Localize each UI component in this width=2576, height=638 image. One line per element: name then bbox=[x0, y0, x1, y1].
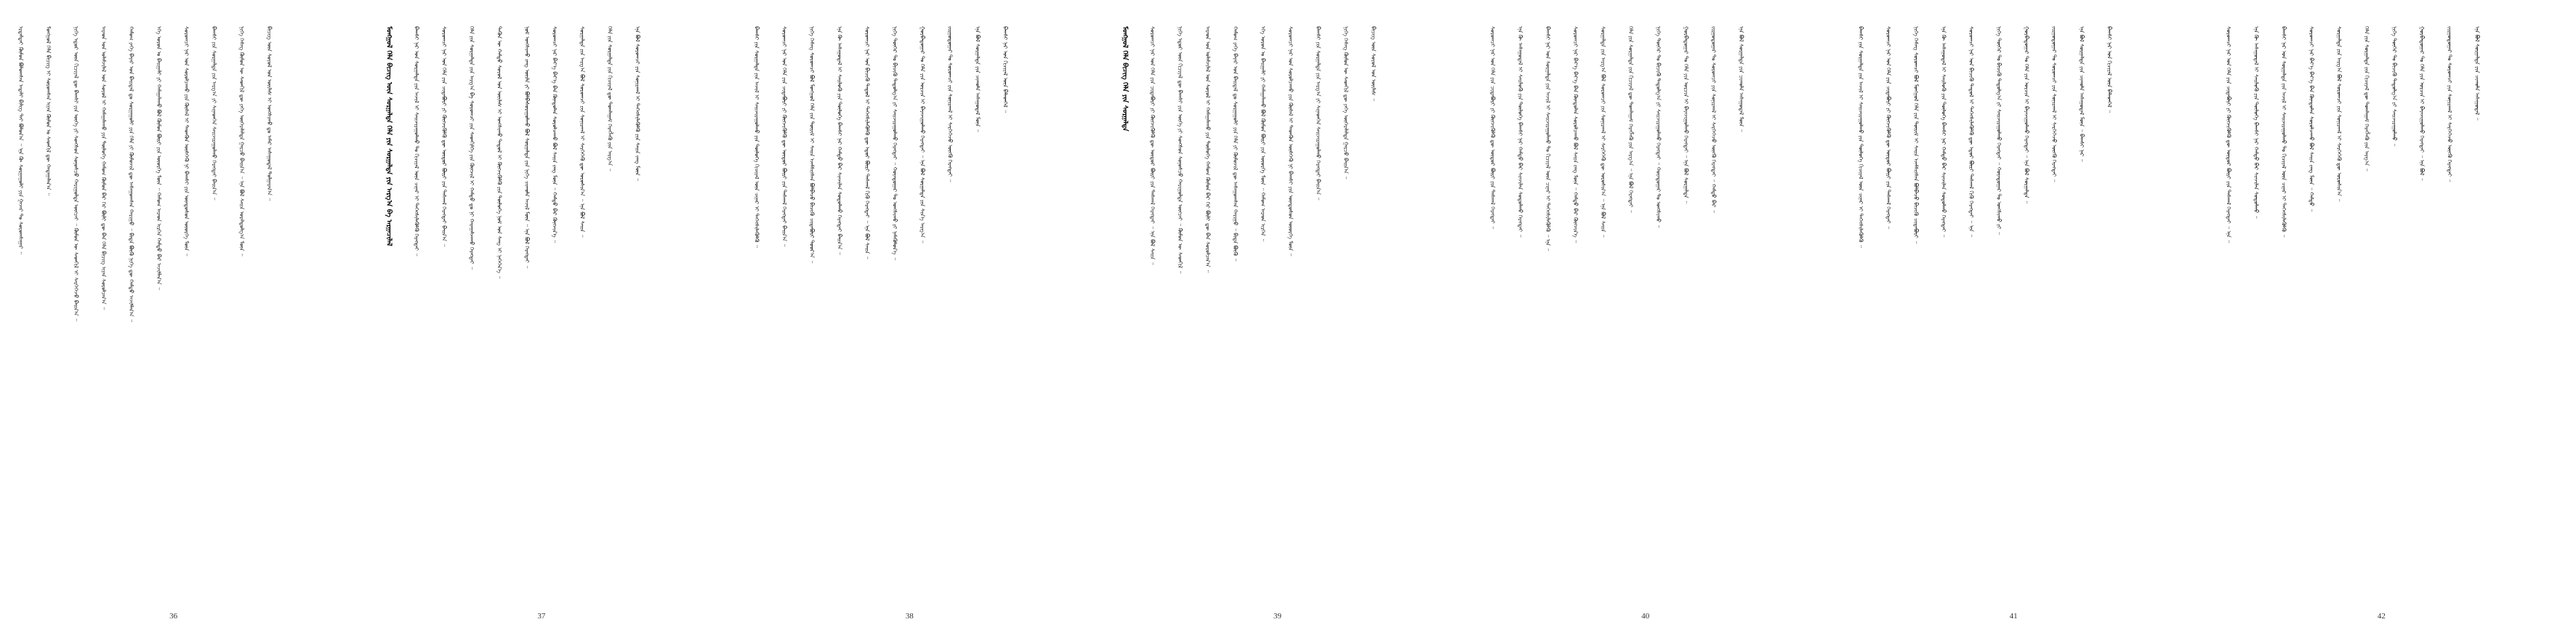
text-column: ᠵᠢᠷᠭᠤᠳᠤᠭᠠᠷ ᠲᠤ ᠰᠤᠷᠤᠭᠴᠢ ᠶᠢᠨ ᠰᠣᠨᠢᠷᠬᠠᠯ ᠢ ᠰᠡᠷᠭᠡᠭᠡᠵᠦ ᠥᠭᠬᠦ ᠬᠡᠷᠡᠭᠲᠡᠢ ᠃ ᠬᠠᠮᠲᠤ ᠪᠠᠷ ᠃ bbox=[1710, 26, 1718, 213]
document-page bbox=[368, 0, 736, 638]
text-column: ᠰᠤᠷᠤᠭᠴᠢ ᠨᠠᠷ ᠤᠨ ᠬᠡᠯᠡ ᠶᠢᠨ ᠴᠢᠳᠠᠪᠤᠷᠢ ᠶᠢ ᠬᠥᠭᠵᠢᠭᠦᠯᠬᠦ ᠳᠦ ᠥᠳᠥᠷ ᠪᠦᠷᠢ ᠶᠢᠨ ᠳᠠᠰᠬᠠᠯ ᠬᠡᠷᠡᠭᠲᠡᠢ ᠃ bbox=[1885, 26, 1892, 230]
page-number: 37 bbox=[537, 612, 546, 621]
text-column: ᠬᠡᠯᠡ ᠶᠢᠨ ᠰᠤᠷᠭᠠᠯᠲᠠ ᠶᠢᠨ ᠠᠷᠭ᠎ᠠ ᠪᠠ ᠰᠤᠷᠤᠭᠴᠢ ᠶᠢᠨ ᠰᠡᠳᠬᠢᠯᠭᠡ ᠶᠢᠨ ᠬᠥᠭᠵᠢᠯ ᠢ ᠬᠠᠮᠲᠤ ᠳᠤ ᠨᠢ ᠬᠠᠷᠠᠭᠠᠯᠵᠠᠬᠤ ᠬᠡᠷᠡᠭᠲᠡᠢ ᠃ bbox=[468, 26, 475, 270]
text-column: ᠰᠤᠷᠭᠠᠯᠲᠠ ᠶᠢᠨ ᠠᠷᠭ᠎ᠠ ᠪᠣᠯ ᠰᠤᠷᠤᠭᠴᠢ ᠶᠢᠨ ᠰᠣᠨᠢᠷᠬᠠᠯ ᠢ ᠰᠡᠷᠭᠡᠭᠡᠬᠦ ᠳᠦ ᠣᠷᠣᠰᠢᠨ᠎ᠠ ᠃ bbox=[2335, 26, 2343, 202]
text-column: ᠵᠢᠷᠭᠤᠳᠤᠭᠠᠷ ᠲᠤ ᠰᠤᠷᠤᠭᠴᠢ ᠶᠢᠨ ᠰᠣᠨᠢᠷᠬᠠᠯ ᠢ ᠰᠡᠷᠭᠡᠭᠡᠵᠦ ᠥᠭᠬᠦ ᠬᠡᠷᠡᠭᠲᠡᠢ ᠃ bbox=[2050, 26, 2058, 182]
text-column: ᠠᠷᠠᠳ ᠤᠨ ᠤᠯᠠᠮᠵᠢᠯᠠᠯ ᠤᠨ ᠰᠣᠶᠣᠯ ᠢ ᠬᠠᠮᠠᠭᠠᠯᠠᠬᠤ ᠶᠢᠨ ᠲᠥᠯᠥᠭᠡ ᠬᠠᠮᠤᠭ ᠬᠦᠮᠦᠨ ᠪᠠᠷ ᠭᠡᠷ ᠪᠦᠯᠢ ᠳᠦ ᠪᠡᠨ ᠰᠤᠷᠤᠯᠴᠠᠨ᠎ᠠ ᠃ bbox=[1204, 26, 1211, 272]
text-column: ᠡᠨᠡ ᠬᠦ ᠠᠰᠠᠭᠤᠳᠠᠯ ᠢ ᠰᠡᠢᠯᠦᠬᠦ ᠶᠢᠨ ᠲᠥᠯᠥᠭᠡ ᠪᠠᠭᠰᠢ ᠨᠠᠷ ᠬᠠᠮᠲᠤ ᠪᠠᠷ ᠰᠢᠨᠵᠢᠯᠡᠨ ᠰᠤᠳᠤᠯᠬᠤ ᠬᠡᠷᠡᠭᠲᠡᠢ ᠃ bbox=[1517, 26, 1524, 238]
text-column: ᠨᠢᠭᠡ ᠬᠡᠰᠡᠭ ᠬᠦᠮᠦᠨ ᠦ ᠰᠡᠳᠬᠢᠯ ᠳᠦ ᠶᠡᠬᠡ ᠥᠭᠡᠷᠡᠯᠡᠯᠲᠡ ᠭᠠᠷᠴᠤ ᠪᠠᠢᠨ᠎ᠠ ᠃ bbox=[1342, 26, 1349, 179]
text-column: ᠬᠠᠮᠤᠭ ᠶᠡᠬᠡ ᠪᠠᠶᠠᠷ ᠤᠨ ᠪᠠᠢᠳᠠᠯ ᠳᠤ ᠰᠤᠷᠭᠠᠭᠤᠯᠢ ᠶᠢᠨ ᠬᠡᠯᠡ ᠶᠢ ᠬᠦᠮᠦᠵᠢᠯ ᠳᠦ ᠠᠰᠠᠭᠤᠭᠰᠠᠨ ᠬᠠᠷᠢᠭᠤ ᠃ ᠪᠢᠳᠡ ᠪᠦᠬᠦ ᠃ bbox=[1231, 26, 1239, 262]
text-column: ᠠᠷᠠᠳ ᠤᠨ ᠤᠯᠠᠮᠵᠢᠯᠠᠯ ᠤᠨ ᠰᠣᠶᠣᠯ ᠢ ᠬᠠᠮᠠᠭᠠᠯᠠᠬᠤ ᠶᠢᠨ ᠲᠥᠯᠥᠭᠡ ᠬᠠᠮᠤᠭ ᠬᠦᠮᠦᠨ ᠪᠠᠷ ᠭᠡᠷ ᠪᠦᠯᠢ ᠳᠦ ᠪᠡᠨ ᠬᠡᠯᠡ ᠪᠢᠴᠢᠭ᠌ ᠢᠶᠡᠨ ᠰᠤᠷᠤᠯᠴᠠᠨ᠎ᠠ ᠃ bbox=[100, 26, 107, 310]
text-column: ᠲᠡᠭᠦᠨ ᠦ ᠬᠠᠮᠲᠤ ᠰᠣᠶᠣᠯ ᠤᠨ ᠦᠢᠯᠡᠰ ᠢ ᠤᠩᠰᠢᠬᠤ ᠳᠠᠳᠤᠯ ᠢ ᠬᠥᠭᠵᠢᠭᠦᠯᠬᠦ ᠶᠢᠨ ᠲᠥᠯᠥᠭᠡ ᠨᠣᠮ ᠤᠨ ᠰᠠᠩ ᠢ ᠨᠡᠭᠡᠭᠡᠨ᠎ᠡ ᠃ bbox=[496, 26, 503, 279]
text-column: ᠰᠤᠷᠤᠭᠴᠢ ᠨᠠᠷ ᠤᠨ ᠬᠡᠯᠡ ᠶᠢᠨ ᠴᠢᠳᠠᠪᠤᠷᠢ ᠶᠢ ᠬᠥᠭᠵᠢᠭᠦᠯᠬᠦ ᠳᠦ ᠥᠳᠥᠷ ᠪᠦᠷᠢ ᠶᠢᠨ ᠳᠠᠰᠬᠠᠯ ᠬᠡᠷᠡᠭᠲᠡᠢ ᠃ ᠡᠨᠡ ᠃ bbox=[2225, 26, 2232, 243]
text-column: ᠡᠨᠡ ᠪᠣᠯ ᠰᠤᠷᠭᠠᠯᠲᠠ ᠶᠢᠨ ᠴᠢᠬᠤᠯᠠ ᠠᠰᠠᠭᠤᠳᠠᠯ ᠃ bbox=[2474, 26, 2481, 121]
text-column: ᠰᠤᠷᠤᠭᠴᠢ ᠨᠠᠷ ᠤᠨ ᠬᠡᠯᠡ ᠶᠢᠨ ᠴᠢᠳᠠᠪᠤᠷᠢ ᠶᠢ ᠬᠥᠭᠵᠢᠭᠦᠯᠬᠦ ᠳᠦ ᠥᠳᠥᠷ ᠪᠦᠷᠢ ᠶᠢᠨ ᠳᠠᠰᠬᠠᠯ ᠬᠡᠷᠡᠭᠲᠡᠢ ᠪᠠᠢᠨ᠎ᠠ ᠃ bbox=[781, 26, 788, 247]
text-column: ᠡᠬᠡ ᠣᠷᠣᠨ ᠤ ᠪᠠᠢᠭᠠᠯᠢ ᠶᠢ ᠬᠠᠮᠠᠭᠠᠯᠠᠬᠤ ᠪᠣᠯ ᠬᠦᠮᠦᠨ ᠪᠦᠷᠢ ᠶᠢᠨ ᠦᠦᠷᠭᠡ ᠮᠥᠨ ᠃ ᠬᠠᠮᠤᠭ ᠠᠷᠠᠳ ᠢᠷᠭᠡᠨ ᠬᠠᠮᠲᠤ ᠪᠠᠷ ᠠᠵᠢᠯᠯᠠᠨ᠎ᠠ ᠃ bbox=[156, 26, 162, 291]
text-column: ᠨᠢᠭᠡ ᠳᠦᠭᠡᠷ ᠲᠤ ᠪᠢᠴᠢᠬᠦ ᠳᠠᠳᠤᠯᠭ᠎ᠠ ᠶᠢ ᠰᠠᠢᠵᠢᠷᠠᠭᠤᠯᠬᠤ ᠬᠡᠷᠡᠭᠲᠡᠢ ᠃ ᠬᠣᠶᠠᠳᠤᠭᠠᠷ ᠲᠤ ᠤᠩᠰᠢᠬᠤ ᠃ bbox=[1655, 26, 1662, 228]
text-column: ᠨᠢᠭᠡ ᠬᠡᠰᠡᠭ ᠰᠤᠷᠤᠭᠴᠢ ᠪᠣᠯ ᠮᠣᠩᠭᠣᠯ ᠬᠡᠯᠡ ᠶᠢᠨ ᠳᠦᠷᠢᠮ ᠢ ᠰᠠᠢᠨ ᠡᠵᠡᠮᠰᠢᠭᠰᠡᠨ ᠪᠣᠯᠪᠠᠴᠤ ᠪᠢᠴᠢᠬᠦ ᠴᠢᠳᠠᠪᠤᠷᠢ ᠳᠣᠣᠷ᠎ᠠ ᠃ bbox=[808, 26, 816, 264]
text-column: ᠪᠠᠭᠰᠢ ᠨᠠᠷ ᠤᠨ ᠬᠢᠴᠢᠶᠡᠯ ᠦᠨ ᠪᠡᠯᠡᠳᠭᠡᠯ ᠃ bbox=[2106, 26, 2113, 113]
text-column: ᠰᠤᠷᠭᠠᠯᠲᠠ ᠶᠢᠨ ᠠᠷᠭ᠎ᠠ ᠪᠣᠯ ᠰᠤᠷᠤᠭᠴᠢ ᠶᠢᠨ ᠰᠣᠨᠢᠷᠬᠠᠯ ᠢ ᠰᠡᠷᠭᠡᠭᠡᠬᠦ ᠳᠦ ᠣᠷᠣᠰᠢᠨ᠎ᠠ ᠃ ᠡᠨᠡ ᠪᠣᠯ ᠰᠠᠢᠨ ᠃ bbox=[1600, 26, 1607, 238]
text-column: ᠨᠢᠭᠡ ᠳᠦᠭᠡᠷ ᠲᠤ ᠪᠢᠴᠢᠬᠦ ᠳᠠᠳᠤᠯᠭ᠎ᠠ ᠶᠢ ᠰᠠᠢᠵᠢᠷᠠᠭᠤᠯᠬᠤ ᠃ bbox=[2391, 26, 2398, 147]
text-column: ᠡᠨᠡ ᠪᠣᠯ ᠰᠤᠷᠭᠠᠯᠲᠠ ᠶᠢᠨ ᠴᠢᠬᠤᠯᠠ ᠠᠰᠠᠭᠤᠳᠠᠯ ᠮᠥᠨ ᠃ bbox=[1738, 26, 1745, 132]
text-column: ᠨᠢᠭᠡ ᠳᠦᠭᠡᠷ ᠲᠤ ᠪᠢᠴᠢᠬᠦ ᠳᠠᠳᠤᠯᠭ᠎ᠠ ᠶᠢ ᠰᠠᠢᠵᠢᠷᠠᠭᠤᠯᠬᠤ ᠬᠡᠷᠡᠭᠲᠡᠢ ᠃ ᠬᠣᠶᠠᠳᠤᠭᠠᠷ ᠲᠤ ᠤᠩᠰᠢᠬᠤ ᠶᠢ ᠃ bbox=[1995, 26, 2003, 235]
section-heading-column: ᠮᠣᠩᠭᠣᠯ ᠬᠡᠯᠡ ᠪᠢᠴᠢᠭ᠌ ᠬᠡᠯᠡ ᠶᠢᠨ ᠰᠤᠷᠭᠠᠯᠲᠠ bbox=[1120, 26, 1129, 132]
text-column: ᠪᠠᠭᠰᠢ ᠨᠠᠷ ᠤᠨ ᠬᠢᠴᠢᠶᠡᠯ ᠦᠨ ᠪᠡᠯᠡᠳᠭᠡᠯ ᠃ bbox=[1002, 26, 1009, 113]
text-column: ᠨᠢᠭᠡ ᠡᠳᠦᠷ ᠦᠨ ᠬᠢᠴᠢᠶᠡᠯ ᠳᠦ ᠪᠠᠭᠰᠢ ᠶᠢᠨ ᠦᠭᠡ ᠶᠢ ᠰᠣᠩᠰᠣᠨ ᠰᠣᠨᠣᠰᠴᠤ ᠬᠠᠷᠢᠭᠤᠯᠲᠠ ᠥᠭᠴᠡᠢ ᠃ ᠬᠦᠮᠦᠨ ᠦ ᠰᠡᠳᠬᠢᠯ ᠃ bbox=[1176, 26, 1183, 274]
text-column: ᠰᠤᠷᠤᠭᠴᠢ ᠨᠠᠷ ᠪᠡᠶ᠎ᠡ ᠪᠡᠶ᠎ᠡ ᠪᠡᠨ ᠬᠦᠨᠳᠦᠯᠡᠨ ᠰᠤᠷᠤᠯᠴᠠᠬᠤ ᠪᠣᠯ ᠰᠠᠢᠨ ᠵᠠᠩ ᠮᠥᠨ ᠃ ᠬᠠᠮᠲᠤ ᠪᠠᠷ ᠬᠥᠭᠵᠢᠨ᠎ᠡ ᠃ bbox=[1572, 26, 1579, 243]
text-column: ᠰᠤᠷᠤᠭᠴᠢ ᠨᠠᠷ ᠤᠨ ᠰᠤᠷᠤᠯᠴᠠᠬᠤ ᠶᠢᠨ ᠬᠦᠰᠡᠯ ᠢ ᠲᠡᠳᠭᠦᠨ ᠥᠰᠬᠡᠬᠦ ᠨᠢ ᠪᠠᠭᠰᠢ ᠶᠢᠨ ᠦᠨᠳᠦᠰᠦᠨ ᠦᠦᠷᠭᠡ ᠮᠥᠨ ᠃ bbox=[1287, 26, 1294, 257]
text-column: ᠪᠠᠭᠰᠢ ᠨᠠᠷ ᠤᠨ ᠰᠤᠷᠭᠠᠯᠲᠠ ᠶᠢᠨ ᠠᠵᠢᠯ ᠢ ᠰᠠᠢᠵᠢᠷᠠᠭᠤᠯᠬᠤ ᠲᠤ ᠬᠢᠴᠢᠶᠡᠯ ᠦᠨ ᠴᠢᠨᠠᠷ ᠢ ᠳᠡᠭᠡᠭᠰᠢᠯᠡᠭᠦᠯᠬᠦ ᠃ bbox=[2280, 26, 2287, 238]
page-number: 39 bbox=[1273, 612, 1281, 621]
text-column: ᠭᠤᠷᠪᠠᠳᠤᠭᠠᠷ ᠲᠤ ᠬᠡᠯᠡ ᠶᠢᠨ ᠣᠷᠴᠢᠨ ᠢ ᠪᠠᠶᠠᠵᠢᠭᠤᠯᠬᠤ ᠬᠡᠷᠡᠭᠲᠡᠢ ᠃ ᠡᠨᠡ ᠪᠣᠯ ᠰᠤᠷᠭᠠᠯᠲᠠ ᠃ bbox=[1683, 26, 1690, 203]
text-column: ᠡᠨᠡ ᠬᠦ ᠠᠰᠠᠭᠤᠳᠠᠯ ᠢ ᠰᠡᠢᠯᠦᠬᠦ ᠶᠢᠨ ᠲᠥᠯᠥᠭᠡ ᠪᠠᠭᠰᠢ ᠨᠠᠷ ᠬᠠᠮᠲᠤ ᠪᠠᠷ ᠰᠢᠨᠵᠢᠯᠡᠨ ᠰᠤᠳᠤᠯᠬᠤ ᠃ bbox=[2253, 26, 2260, 219]
page-number: 41 bbox=[2009, 612, 2018, 621]
text-column: ᠡᠨᠡ ᠪᠣᠯ ᠰᠤᠷᠭᠠᠯᠲᠠ ᠶᠢᠨ ᠴᠢᠬᠤᠯᠠ ᠠᠰᠠᠭᠤᠳᠠᠯ ᠮᠥᠨ ᠃ bbox=[974, 26, 981, 132]
page-number: 42 bbox=[2377, 612, 2386, 621]
text-column: ᠡᠨᠡ ᠬᠦ ᠠᠰᠠᠭᠤᠳᠠᠯ ᠢ ᠰᠡᠢᠯᠦᠬᠦ ᠶᠢᠨ ᠲᠥᠯᠥᠭᠡ ᠪᠠᠭᠰᠢ ᠨᠠᠷ ᠬᠠᠮᠲᠤ ᠪᠠᠷ ᠰᠢᠨᠵᠢᠯᠡᠨ ᠰᠤᠳᠤᠯᠬᠤ ᠬᠡᠷᠡᠭᠲᠡᠢ ᠪᠠᠢᠨ᠎ᠠ ᠃ bbox=[836, 26, 843, 255]
text-column: ᠡᠨᠡ ᠬᠦ ᠠᠰᠠᠭᠤᠳᠠᠯ ᠢ ᠰᠡᠢᠯᠦᠬᠦ ᠶᠢᠨ ᠲᠥᠯᠥᠭᠡ ᠪᠠᠭᠰᠢ ᠨᠠᠷ ᠬᠠᠮᠲᠤ ᠪᠠᠷ ᠰᠢᠨᠵᠢᠯᠡᠨ ᠰᠤᠳᠤᠯᠬᠤ ᠬᠡᠷᠡᠭᠲᠡᠢ ᠃ bbox=[1940, 26, 1947, 238]
text-column: ᠵᠢᠷᠭᠤᠳᠤᠭᠠᠷ ᠲᠤ ᠰᠤᠷᠤᠭᠴᠢ ᠶᠢᠨ ᠰᠣᠨᠢᠷᠬᠠᠯ ᠢ ᠰᠡᠷᠭᠡᠭᠡᠵᠦ ᠥᠭᠬᠦ ᠬᠡᠷᠡᠭᠲᠡᠢ ᠃ bbox=[946, 26, 954, 182]
text-column: ᠡᠷᠳᠡᠮᠲᠡᠢ ᠬᠦᠮᠦᠨ ᠪᠣᠯᠤᠭᠰᠠᠨ ᠠᠳᠠᠯᠢ ᠪᠢᠯᠢᠭ ᠲᠠᠢ ᠪᠣᠯᠤᠨ᠎ᠠ ᠃ ᠡᠨᠡ ᠬᠦ ᠰᠤᠷᠭᠠᠭᠤᠯᠢ ᠶᠢᠨ ᠭᠠᠵᠠᠷ ᠲᠤ ᠰᠤᠷᠤᠭᠰᠠᠭᠠᠷ ᠃ bbox=[17, 26, 24, 254]
text-column: ᠰᠤᠷᠤᠭᠴᠢ ᠨᠠᠷ ᠪᠡᠶ᠎ᠡ ᠪᠡᠶ᠎ᠡ ᠪᠡᠨ ᠬᠦᠨᠳᠦᠯᠡᠨ ᠰᠤᠷᠤᠯᠴᠠᠬᠤ ᠪᠣᠯ ᠰᠠᠢᠨ ᠵᠠᠩ ᠮᠥᠨ ᠃ ᠬᠠᠮᠲᠤ ᠪᠠᠷ ᠬᠥᠭᠵᠢᠨ᠎ᠡ ᠃ bbox=[551, 26, 558, 243]
text-column: ᠪᠠᠭᠰᠢ ᠶᠢᠨ ᠰᠤᠷᠭᠠᠯᠲᠠ ᠶᠢᠨ ᠠᠷᠭ᠎ᠠ ᠶᠢ ᠰᠢᠨᠡᠳᠭᠡᠨ ᠰᠠᠢᠵᠢᠷᠠᠭᠤᠯᠬᠤ ᠬᠡᠷᠡᠭᠲᠡᠢ ᠪᠠᠢᠨ᠎ᠠ ᠃ bbox=[1314, 26, 1321, 201]
document-page bbox=[2208, 0, 2576, 638]
document-page bbox=[1840, 0, 2207, 638]
text-column: ᠰᠤᠷᠭᠠᠯᠲᠠ ᠶᠢᠨ ᠠᠷᠭ᠎ᠠ ᠪᠣᠯ ᠰᠤᠷᠤᠭᠴᠢ ᠶᠢᠨ ᠰᠣᠨᠢᠷᠬᠠᠯ ᠢ ᠰᠡᠷᠭᠡᠭᠡᠬᠦ ᠳᠦ ᠣᠷᠣᠰᠢᠨ᠎ᠠ ᠃ ᠡᠨᠡ ᠪᠣᠯ ᠰᠠᠢᠨ ᠃ bbox=[579, 26, 586, 238]
text-column: ᠰᠤᠷᠤᠭᠴᠢ ᠨᠠᠷ ᠤᠨ ᠪᠢᠴᠢᠬᠦ ᠳᠠᠳᠤᠯ ᠢ ᠳᠡᠭᠡᠭᠰᠢᠯᠡᠭᠦᠯᠬᠦ ᠳᠦ ᠡᠳᠦᠷ ᠪᠦᠷᠢ ᠳᠠᠰᠬᠠᠯ ᠬᠢᠬᠦ ᠬᠡᠷᠡᠭᠲᠡᠢ ᠃ ᠡᠨᠡ ᠪᠣᠯ ᠰᠠᠢᠨ ᠃ bbox=[864, 26, 871, 259]
document-page bbox=[1104, 0, 1472, 638]
text-column: ᠰᠤᠷᠤᠭᠴᠢ ᠨᠠᠷ ᠤᠨ ᠬᠡᠯᠡ ᠶᠢᠨ ᠴᠢᠳᠠᠪᠤᠷᠢ ᠶᠢ ᠬᠥᠭᠵᠢᠭᠦᠯᠬᠦ ᠳᠦ ᠥᠳᠥᠷ ᠪᠦᠷᠢ ᠶᠢᠨ ᠳᠠᠰᠬᠠᠯ ᠬᠡᠷᠡᠭᠲᠡᠢ ᠪᠠᠢᠨ᠎ᠠ ᠃ bbox=[440, 26, 448, 247]
text-column: ᠪᠢᠴᠢᠭ᠌ ᠦᠨ ᠰᠣᠶᠣᠯ ᠤᠨ ᠦᠢᠯᠡᠰ ᠃ bbox=[1369, 26, 1377, 101]
text-column: ᠨᠢᠭᠡ ᠳᠦᠭᠡᠷ ᠲᠤ ᠪᠢᠴᠢᠬᠦ ᠳᠠᠳᠤᠯᠭ᠎ᠠ ᠶᠢ ᠰᠠᠢᠵᠢᠷᠠᠭᠤᠯᠬᠤ ᠬᠡᠷᠡᠭᠲᠡᠢ ᠃ ᠬᠣᠶᠠᠳᠤᠭᠠᠷ ᠲᠤ ᠤᠩᠰᠢᠬᠤ ᠶᠢ ᠨᠡᠮᠡᠭᠦᠯᠦᠨ᠎ᠡ ᠃ bbox=[891, 26, 898, 260]
text-column: ᠬᠡᠯᠡ ᠶᠢᠨ ᠰᠤᠷᠭᠠᠯᠲᠠ ᠶᠢᠨ ᠬᠢᠴᠢᠶᠡᠯ ᠳᠦ ᠲᠣᠭᠯᠠᠭᠠᠮ ᠬᠡᠷᠡᠭᠯᠡᠬᠦ ᠶᠢᠨ ᠠᠷᠭ᠎ᠠ ᠃ ᠡᠨᠡ ᠪᠣᠯ ᠬᠡᠷᠡᠭᠲᠡᠢ ᠃ bbox=[1627, 26, 1635, 213]
text-column: ᠬᠡᠯᠡ ᠶᠢᠨ ᠰᠤᠷᠭᠠᠯᠲᠠ ᠶᠢᠨ ᠬᠢᠴᠢᠶᠡᠯ ᠳᠦ ᠲᠣᠭᠯᠠᠭᠠᠮ ᠬᠡᠷᠡᠭᠯᠡᠬᠦ ᠶᠢᠨ ᠠᠷᠭ᠎ᠠ ᠃ bbox=[606, 26, 613, 171]
text-column: ᠨᠣᠮ ᠤᠩᠰᠢᠬᠤ ᠵᠠᠩ ᠦᠢᠯᠡ ᠶᠢ ᠪᠣᠯᠪᠠᠰᠤᠷᠠᠭᠤᠯᠬᠤ ᠪᠣᠯ ᠰᠤᠷᠭᠠᠯᠲᠠ ᠶᠢᠨ ᠨᠢᠭᠡ ᠴᠢᠬᠤᠯᠠ ᠠᠵᠢᠯ ᠮᠥᠨ ᠃ ᠡᠨᠡ ᠪᠣᠯ ᠬᠡᠷᠡᠭᠲᠡᠢ ᠃ bbox=[523, 26, 531, 269]
text-column: ᠡᠨᠡ ᠪᠣᠯ ᠰᠤᠷᠤᠭᠴᠢ ᠶᠢᠨ ᠰᠣᠨᠢᠷᠬᠠᠯ ᠢ ᠳᠡᠭᠡᠭᠰᠢᠯᠡᠭᠦᠯᠬᠦ ᠶᠢᠨ ᠰᠠᠢᠨ ᠵᠠᠩ ᠮᠥᠨ ᠃ bbox=[634, 26, 641, 181]
text-column: ᠰᠤᠷᠤᠭᠴᠢ ᠨᠠᠷ ᠤᠨ ᠬᠡᠯᠡ ᠶᠢᠨ ᠴᠢᠳᠠᠪᠤᠷᠢ ᠶᠢ ᠬᠥᠭᠵᠢᠭᠦᠯᠬᠦ ᠳᠦ ᠥᠳᠥᠷ ᠪᠦᠷᠢ ᠶᠢᠨ ᠳᠠᠰᠬᠠᠯ ᠬᠡᠷᠡᠭᠲᠡᠢ ᠃ bbox=[1489, 26, 1497, 230]
text-column: ᠬᠡᠯᠡ ᠶᠢᠨ ᠰᠤᠷᠭᠠᠯᠲᠠ ᠶᠢᠨ ᠬᠢᠴᠢᠶᠡᠯ ᠳᠦ ᠲᠣᠭᠯᠠᠭᠠᠮ ᠬᠡᠷᠡᠭᠯᠡᠬᠦ ᠶᠢᠨ ᠠᠷᠭ᠎ᠠ ᠃ bbox=[2363, 26, 2370, 171]
text-column: ᠰᠤᠷᠤᠭᠴᠢ ᠨᠠᠷ ᠤᠨ ᠰᠤᠷᠤᠯᠴᠠᠬᠤ ᠶᠢᠨ ᠬᠦᠰᠡᠯ ᠢ ᠲᠡᠳᠭᠦᠨ ᠥᠰᠬᠡᠬᠦ ᠨᠢ ᠪᠠᠭᠰᠢ ᠶᠢᠨ ᠦᠨᠳᠦᠰᠦᠨ ᠦᠦᠷᠭᠡ ᠮᠥᠨ ᠃ bbox=[183, 26, 190, 257]
text-column: ᠪᠠᠭᠰᠢ ᠶᠢᠨ ᠰᠤᠷᠭᠠᠯᠲᠠ ᠶᠢᠨ ᠠᠷᠭ᠎ᠠ ᠶᠢ ᠰᠢᠨᠡᠳᠭᠡᠨ ᠰᠠᠢᠵᠢᠷᠠᠭᠤᠯᠬᠤ ᠬᠡᠷᠡᠭᠲᠡᠢ ᠪᠠᠢᠨ᠎ᠠ ᠃ bbox=[211, 26, 217, 201]
text-column: ᠨᠢᠭᠡ ᠬᠡᠰᠡᠭ ᠬᠦᠮᠦᠨ ᠦ ᠰᠡᠳᠬᠢᠯ ᠳᠦ ᠶᠡᠬᠡ ᠥᠭᠡᠷᠡᠯᠡᠯᠲᠡ ᠭᠠᠷᠴᠤ ᠪᠠᠢᠨ᠎ᠠ ᠃ ᠡᠨᠡ ᠪᠣᠯ ᠰᠠᠢᠨ ᠤᠷᠠᠯᠳᠤᠯᠭ᠎ᠠ ᠮᠥᠨ ᠃ bbox=[238, 26, 245, 257]
text-column: ᠨᠢᠭᠡ ᠡᠳᠦᠷ ᠦᠨ ᠬᠢᠴᠢᠶᠡᠯ ᠳᠦ ᠪᠠᠭᠰᠢ ᠶᠢᠨ ᠦᠭᠡ ᠶᠢ ᠰᠣᠩᠰᠣᠨ ᠰᠣᠨᠣᠰᠴᠤ ᠬᠠᠷᠢᠭᠤᠯᠲᠠ ᠥᠭᠴᠡᠢ ᠃ ᠬᠦᠮᠦᠨ ᠦ ᠰᠡᠳᠬᠢᠯ ᠢ ᠰᠡᠷᠭᠡᠭᠡᠵᠦ ᠪᠠᠢᠨ᠎ᠠ ᠃ bbox=[73, 26, 79, 322]
text-column: ᠨᠢᠭᠡ ᠬᠡᠰᠡᠭ ᠰᠤᠷᠤᠭᠴᠢ ᠪᠣᠯ ᠮᠣᠩᠭᠣᠯ ᠬᠡᠯᠡ ᠶᠢᠨ ᠳᠦᠷᠢᠮ ᠢ ᠰᠠᠢᠨ ᠡᠵᠡᠮᠰᠢᠭᠰᠡᠨ ᠪᠣᠯᠪᠠᠴᠤ ᠪᠢᠴᠢᠬᠦ ᠴᠢᠳᠠᠪᠤᠷᠢ ᠃ bbox=[1912, 26, 1920, 244]
text-column: ᠡᠬᠡ ᠣᠷᠣᠨ ᠤ ᠪᠠᠢᠭᠠᠯᠢ ᠶᠢ ᠬᠠᠮᠠᠭᠠᠯᠠᠬᠤ ᠪᠣᠯ ᠬᠦᠮᠦᠨ ᠪᠦᠷᠢ ᠶᠢᠨ ᠦᠦᠷᠭᠡ ᠮᠥᠨ ᠃ ᠬᠠᠮᠤᠭ ᠠᠷᠠᠳ ᠢᠷᠭᠡᠨ ᠃ bbox=[1259, 26, 1266, 242]
document-page bbox=[0, 0, 368, 638]
page-number: 40 bbox=[1641, 612, 1650, 621]
text-column: ᠭᠤᠷᠪᠠᠳᠤᠭᠠᠷ ᠲᠤ ᠬᠡᠯᠡ ᠶᠢᠨ ᠣᠷᠴᠢᠨ ᠢ ᠪᠠᠶᠠᠵᠢᠭᠤᠯᠬᠤ ᠬᠡᠷᠡᠭᠲᠡᠢ ᠃ ᠡᠨᠡ ᠪᠣᠯ ᠰᠤᠷᠭᠠᠯᠲᠠ ᠶᠢᠨ ᠰᠢᠨ᠎ᠡ ᠠᠷᠭ᠎ᠠ ᠃ bbox=[919, 26, 926, 243]
text-column: ᠭᠤᠷᠪᠠᠳᠤᠭᠠᠷ ᠲᠤ ᠬᠡᠯᠡ ᠶᠢᠨ ᠣᠷᠴᠢᠨ ᠢ ᠪᠠᠶᠠᠵᠢᠭᠤᠯᠬᠤ ᠬᠡᠷᠡᠭᠲᠡᠢ ᠃ ᠡᠨᠡ ᠪᠣᠯ ᠃ bbox=[2418, 26, 2426, 181]
page-number: 38 bbox=[905, 612, 914, 621]
text-column: ᠰᠤᠷᠤᠭᠴᠢ ᠨᠠᠷ ᠪᠡᠶ᠎ᠡ ᠪᠡᠶ᠎ᠡ ᠪᠡᠨ ᠬᠦᠨᠳᠦᠯᠡᠨ ᠰᠤᠷᠤᠯᠴᠠᠬᠤ ᠪᠣᠯ ᠰᠠᠢᠨ ᠵᠠᠩ ᠮᠥᠨ ᠃ ᠬᠠᠮᠲᠤ ᠃ bbox=[2308, 26, 2315, 212]
document-page bbox=[736, 0, 1104, 638]
text-column: ᠬᠠᠮᠤᠭ ᠶᠡᠬᠡ ᠪᠠᠶᠠᠷ ᠤᠨ ᠪᠠᠢᠳᠠᠯ ᠳᠤ ᠰᠤᠷᠭᠠᠭᠤᠯᠢ ᠶᠢᠨ ᠬᠡᠯᠡ ᠶᠢ ᠬᠦᠮᠦᠵᠢᠯ ᠳᠦ ᠠᠰᠠᠭᠤᠭᠰᠠᠨ ᠬᠠᠷᠢᠭᠤ ᠃ ᠪᠢᠳᠡ ᠪᠦᠬᠦ ᠨᠢᠭᠡ ᠳᠦ ᠬᠠᠮᠲᠤ ᠠᠵᠢᠯᠯᠠᠨ᠎ᠠ ᠃ bbox=[128, 26, 134, 323]
text-column: ᠪᠠᠭᠰᠢ ᠨᠠᠷ ᠤᠨ ᠰᠤᠷᠭᠠᠯᠲᠠ ᠶᠢᠨ ᠠᠵᠢᠯ ᠢ ᠰᠠᠢᠵᠢᠷᠠᠭᠤᠯᠬᠤ ᠲᠤ ᠬᠢᠴᠢᠶᠡᠯ ᠦᠨ ᠴᠢᠨᠠᠷ ᠢ ᠳᠡᠭᠡᠭᠰᠢᠯᠡᠭᠦᠯᠬᠦ ᠃ ᠡᠨᠡ ᠃ bbox=[1545, 26, 1552, 251]
text-column: ᠮᠣᠩᠭᠣᠯ ᠬᠡᠯᠡ ᠪᠢᠴᠢᠭ᠌ ᠢ ᠰᠤᠷᠤᠭᠰᠠᠨ ᠢᠶᠡᠨ ᠬᠦᠮᠦᠨ ᠤ ᠰᠡᠳᠬᠢᠯ ᠳᠦ ᠬᠠᠳᠠᠭᠠᠯᠠᠨ᠎ᠠ ᠃ bbox=[45, 26, 52, 195]
text-column: ᠪᠠᠭᠰᠢ ᠶᠢᠨ ᠰᠤᠷᠭᠠᠯᠲᠠ ᠶᠢᠨ ᠠᠵᠢᠯ ᠢ ᠰᠠᠢᠵᠢᠷᠠᠭᠤᠯᠬᠤ ᠶᠢᠨ ᠲᠥᠯᠥᠭᠡ ᠬᠢᠴᠢᠶᠡᠯ ᠦᠨ ᠴᠢᠨᠠᠷ ᠢ ᠳᠡᠭᠡᠭᠰᠢᠯᠡᠭᠦᠯᠬᠦ ᠃ bbox=[753, 26, 760, 248]
page-number: 36 bbox=[169, 612, 178, 621]
text-column: ᠰᠤᠷᠤᠭᠴᠢ ᠨᠠᠷ ᠤᠨ ᠪᠢᠴᠢᠬᠦ ᠳᠠᠳᠤᠯ ᠢ ᠳᠡᠭᠡᠭᠰᠢᠯᠡᠭᠦᠯᠬᠦ ᠳᠦ ᠡᠳᠦᠷ ᠪᠦᠷᠢ ᠳᠠᠰᠬᠠᠯ ᠬᠢᠬᠦ ᠬᠡᠷᠡᠭᠲᠡᠢ ᠃ ᠡᠨᠡ ᠃ bbox=[1968, 26, 1975, 238]
document-page bbox=[1472, 0, 1840, 638]
text-column: ᠪᠠᠭᠰᠢ ᠨᠠᠷ ᠤᠨ ᠰᠤᠷᠭᠠᠯᠲᠠ ᠶᠢᠨ ᠠᠵᠢᠯ ᠢ ᠰᠠᠢᠵᠢᠷᠠᠭᠤᠯᠬᠤ ᠲᠤ ᠬᠢᠴᠢᠶᠡᠯ ᠦᠨ ᠴᠢᠨᠠᠷ ᠢ ᠳᠡᠭᠡᠭᠰᠢᠯᠡᠭᠦᠯᠬᠦ ᠬᠡᠷᠡᠭᠲᠡᠢ ᠃ bbox=[413, 26, 420, 257]
text-column: ᠭᠤᠷᠪᠠᠳᠤᠭᠠᠷ ᠲᠤ ᠬᠡᠯᠡ ᠶᠢᠨ ᠣᠷᠴᠢᠨ ᠢ ᠪᠠᠶᠠᠵᠢᠭᠤᠯᠬᠤ ᠬᠡᠷᠡᠭᠲᠡᠢ ᠃ ᠡᠨᠡ ᠪᠣᠯ ᠰᠤᠷᠭᠠᠯᠲᠠ ᠃ bbox=[2023, 26, 2030, 203]
text-column: ᠰᠤᠷᠤᠭᠴᠢ ᠨᠠᠷ ᠤᠨ ᠬᠡᠯᠡ ᠶᠢᠨ ᠴᠢᠳᠠᠪᠤᠷᠢ ᠶᠢ ᠬᠥᠭᠵᠢᠭᠦᠯᠬᠦ ᠳᠦ ᠥᠳᠥᠷ ᠪᠦᠷᠢ ᠶᠢᠨ ᠳᠠᠰᠬᠠᠯ ᠬᠡᠷᠡᠭᠲᠡᠢ ᠃ ᠡᠨᠡ ᠪᠣᠯ ᠰᠠᠢᠨ ᠃ bbox=[1148, 26, 1156, 265]
text-column: ᠵᠢᠷᠭᠤᠳᠤᠭᠠᠷ ᠲᠤ ᠰᠤᠷᠤᠭᠴᠢ ᠶᠢᠨ ᠰᠣᠨᠢᠷᠬᠠᠯ ᠢ ᠰᠡᠷᠭᠡᠭᠡᠵᠦ ᠥᠭᠬᠦ ᠬᠡᠷᠡᠭᠲᠡᠢ ᠃ bbox=[2446, 26, 2453, 182]
text-column: ᠪᠢᠴᠢᠭ᠌ ᠦᠨ ᠰᠣᠶᠣᠯ ᠤᠨ ᠦᠢᠯᠡᠰ ᠢ ᠤᠩᠰᠢᠬᠤ ᠳᠤ ᠠᠮᠠᠷ ᠠᠰᠠᠭᠤᠳᠠᠯ ᠲᠤᠯᠭᠠᠷᠠᠨ᠎ᠠ ᠃ bbox=[266, 26, 273, 201]
section-heading-column: ᠮᠣᠩᠭᠣᠯ ᠬᠡᠯᠡ ᠪᠢᠴᠢᠭ᠌ ᠦᠨ ᠰᠤᠷᠭᠠᠯᠲᠠ ᠬᠡᠯᠡ ᠶᠢᠨ ᠰᠤᠷᠭᠠᠯᠲᠠ ᠶᠢᠨ ᠠᠷᠭ᠎ᠠ ᠪᠠ ᠠᠷᠭᠠᠴᠢᠯᠠᠯ bbox=[385, 26, 393, 246]
text-column: ᠪᠠᠭᠰᠢ ᠶᠢᠨ ᠰᠤᠷᠭᠠᠯᠲᠠ ᠶᠢᠨ ᠠᠵᠢᠯ ᠢ ᠰᠠᠢᠵᠢᠷᠠᠭᠤᠯᠬᠤ ᠶᠢᠨ ᠲᠥᠯᠥᠭᠡ ᠬᠢᠴᠢᠶᠡᠯ ᠦᠨ ᠴᠢᠨᠠᠷ ᠢ ᠳᠡᠭᠡᠭᠰᠢᠯᠡᠭᠦᠯᠬᠦ ᠃ bbox=[1857, 26, 1864, 248]
text-column: ᠡᠨᠡ ᠪᠣᠯ ᠰᠤᠷᠭᠠᠯᠲᠠ ᠶᠢᠨ ᠴᠢᠬᠤᠯᠠ ᠠᠰᠠᠭᠤᠳᠠᠯ ᠮᠥᠨ ᠃ ᠪᠠᠭᠰᠢ ᠨᠠᠷ ᠃ bbox=[2078, 26, 2085, 162]
